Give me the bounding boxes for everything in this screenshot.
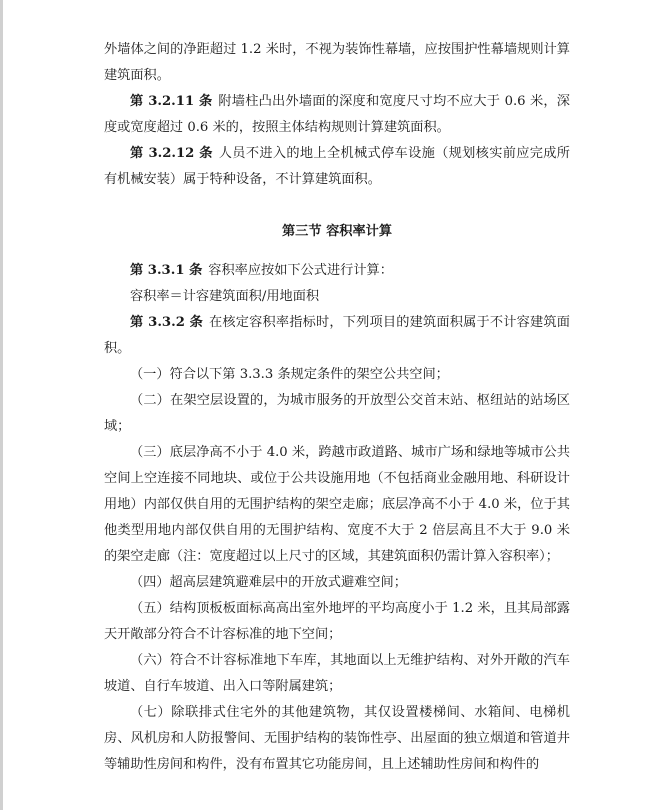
article-number: 第 3.2.12 条 <box>130 146 213 161</box>
list-item-1: （一）符合以下第 3.3.3 条规定条件的架空公共空间； <box>130 367 449 382</box>
page-edge <box>0 0 3 810</box>
paragraph-continuation: 外墙体之间的净距超过 1.2 米时，不视为装饰性幕墙，应按围护性幕墙规则计算建筑面积。 <box>104 42 570 83</box>
article-text: 容积率应按如下公式进行计算： <box>208 263 393 278</box>
document-body <box>104 37 570 778</box>
article-text: 人员不进入的地上全机械式停车设施（规划核实前应完成所有机械安装）属于特种设备，不计算建筑面积。 <box>104 146 570 187</box>
article-3-3-2 <box>104 310 570 362</box>
article-text: 附墙柱凸出外墙面的深度和宽度尺寸均不应大于 0.6 米，深度或宽度超过 0.6 米的，按照主体结构规则计算建筑面积。 <box>104 94 570 135</box>
list-item-2: （二）在架空层设置的，为城市服务的开放型公交首末站、枢纽站的站场区域； <box>104 393 570 434</box>
article-3-2-11 <box>104 89 570 141</box>
list-item-7: （七）除联排式住宅外的其他建筑物，其仅设置楼梯间、水箱间、电梯机房、风机房和人防报警间、无围护结构的装饰性亭、出屋面的独立烟道和管道井等辅助性房间和构件，没有布置其它功能房间，且上述辅助性房间和构件的 <box>104 705 570 772</box>
article-number: 第 3.3.1 条 <box>130 263 203 278</box>
list-item-3: （三）底层净高不小于 4.0 米，跨越市政道路、城市广场和绿地等城市公共空间上空连接不同地块、或位于公共设施用地（不包括商业金融用地、科研设计用地）内部仅供自用的无围护结构的架空走廊；底层净高不小于 4.0 米，位于其他类型用地内部仅供自用的无围护结构、宽度不大于 2 倍层高且不大于 9.0 米的架空走廊（注：宽度超过以上尺寸的区域，其建筑面积仍需计算入容积率）； <box>104 445 570 564</box>
formula: 容积率＝计容建筑面积/用地面积 <box>130 289 320 304</box>
section-title: 第三节 容积率计算 <box>281 224 393 239</box>
article-text: 在核定容积率指标时，下列项目的建筑面积属于不计容建筑面积。 <box>104 315 570 356</box>
list-item-4: （四）超高层建筑避难层中的开放式避难空间； <box>130 575 407 590</box>
article-3-2-12 <box>104 141 570 193</box>
list-item-6: （六）符合不计容标准地下车库，其地面以上无维护结构、对外开敞的汽车坡道、自行车坡道、出入口等附属建筑； <box>104 653 570 694</box>
list-item-5: （五）结构顶板板面标高高出室外地坪的平均高度小于 1.2 米，且其局部露天开敞部分符合不计容标准的地下空间； <box>104 601 570 642</box>
article-3-3-1 <box>104 258 570 284</box>
article-number: 第 3.3.2 条 <box>130 315 204 330</box>
article-number: 第 3.2.11 条 <box>130 94 213 109</box>
